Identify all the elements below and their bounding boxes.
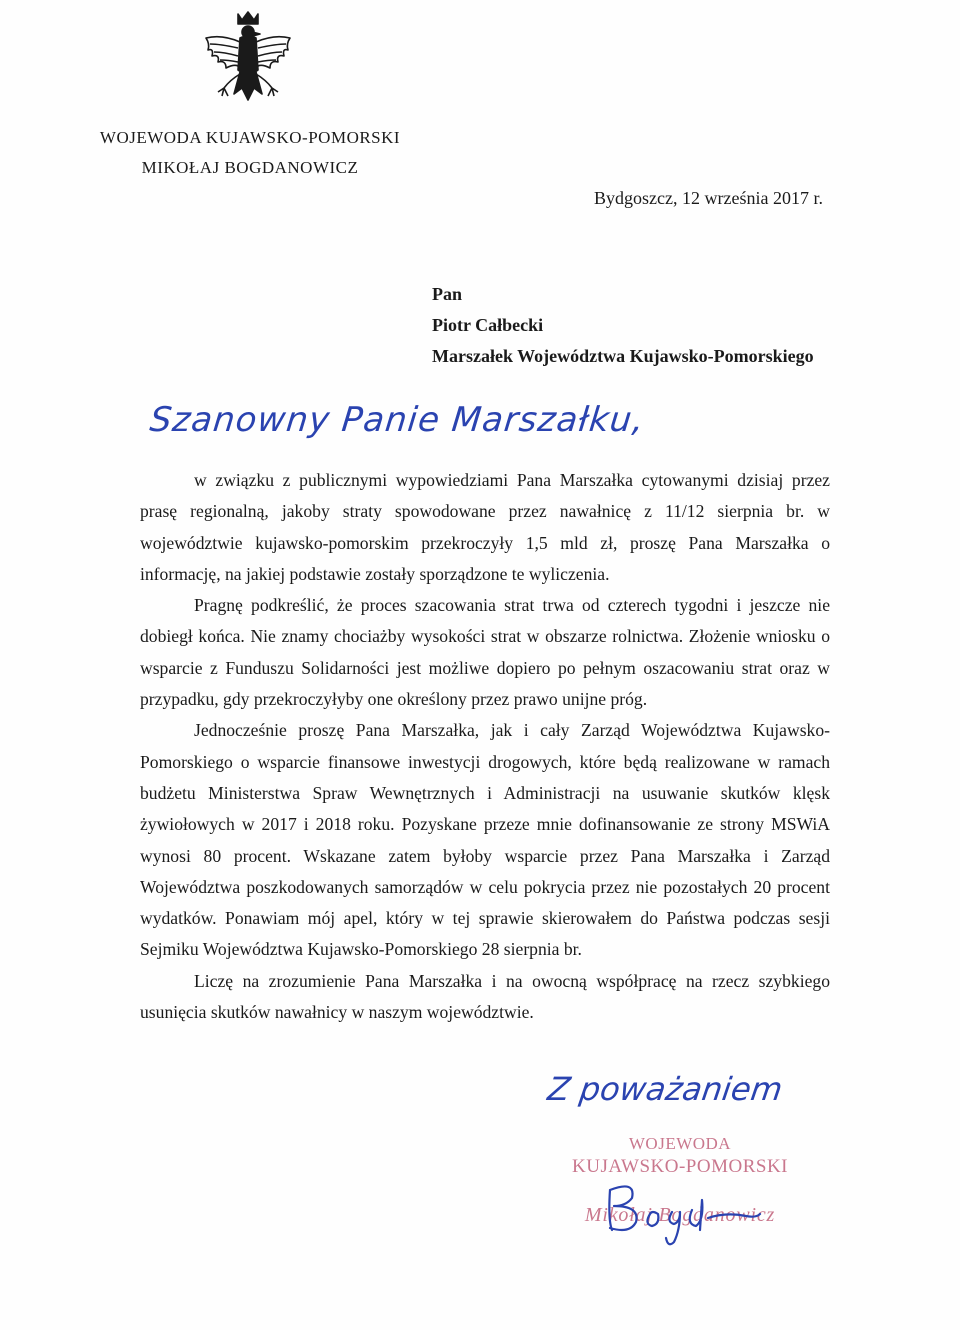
polish-eagle-emblem-icon bbox=[200, 8, 296, 112]
letter-date: Bydgoszcz, 12 września 2017 r. bbox=[594, 188, 823, 208]
stamp-line-title: WOJEWODA bbox=[628, 1134, 732, 1153]
sender-title: WOJEWODA KUJAWSKO-POMORSKI bbox=[99, 128, 401, 147]
body-paragraph-3: Jednocześnie proszę Pana Marszałka, jak i cały Zarząd Województwa Kujawsko-Pomorskiego o wsparcie finansowe inwestycji drogowych, które będą realizowane w ramach budżetu Ministerstwa Spraw Wewnętrznych i Administracji na usuwanie skutków klęsk żywiołowych w 2017 i 2018 roku. Pozyskane przeze mnie dofinansowanie ze strony MSWiA wynosi 80 procent. Wskazane zatem byłoby wsparcie przez Pana Marszałka i Zarząd Województwa poszkodowanych samorządów w celu pokrycia przez nie pozostałych 20 procent wydatków. Ponawiam mój apel, który w tej sprawie skierowałem do Państwa podczas sesji Sejmiku Województwa Kujawsko-Pomorskiego 28 sierpnia br. bbox=[140, 720, 830, 960]
handwritten-closing: Z poważaniem bbox=[545, 1070, 785, 1108]
handwritten-signature bbox=[596, 1170, 766, 1250]
recipient-title: Marszałek Województwa Kujawsko-Pomorskiego bbox=[432, 346, 814, 366]
recipient-name: Piotr Całbecki bbox=[432, 315, 544, 335]
stamp-line-region: KUJAWSKO-POMORSKI bbox=[572, 1156, 788, 1177]
stamp-line-name: Mikołaj Bogdanowicz bbox=[584, 1204, 776, 1226]
handwritten-salutation: Szanowny Panie Marszałku, bbox=[147, 400, 647, 440]
body-paragraph-4: Liczę na zrozumienie Pana Marszałka i na owocną współpracę na rzecz szybkiego usunięcia skutków nawałnicy w naszym województwie. bbox=[140, 970, 830, 1023]
recipient-honorific: Pan bbox=[432, 284, 463, 304]
sender-name: MIKOŁAJ BOGDANOWICZ bbox=[141, 158, 359, 177]
letter-body bbox=[140, 465, 830, 1028]
body-paragraph-1: w związku z publicznymi wypowiedziami Pana Marszałka cytowanymi dzisiaj przez prasę regionalną, jakoby straty spowodowane przez nawałnicę z 11/12 sierpnia br. w województwie kujawsko-pomorskim przekroczyły 1,5 mld zł, proszę Pana Marszałka o informację, na jakiej podstawie zostały sporządzone te wyliczenia. bbox=[140, 470, 830, 584]
body-paragraph-2: Pragnę podkreślić, że proces szacowania strat trwa od czterech tygodni i jeszcze nie dobiegł końca. Nie znamy chociażby wysokości strat w obszarze rolnictwa. Złożenie wniosku o wsparcie z Funduszu Solidarności jest możliwe dopiero po pełnym oszacowaniu strat oraz w przypadku, gdy przekroczyłyby one określony przez prawo unijne próg. bbox=[140, 595, 830, 710]
